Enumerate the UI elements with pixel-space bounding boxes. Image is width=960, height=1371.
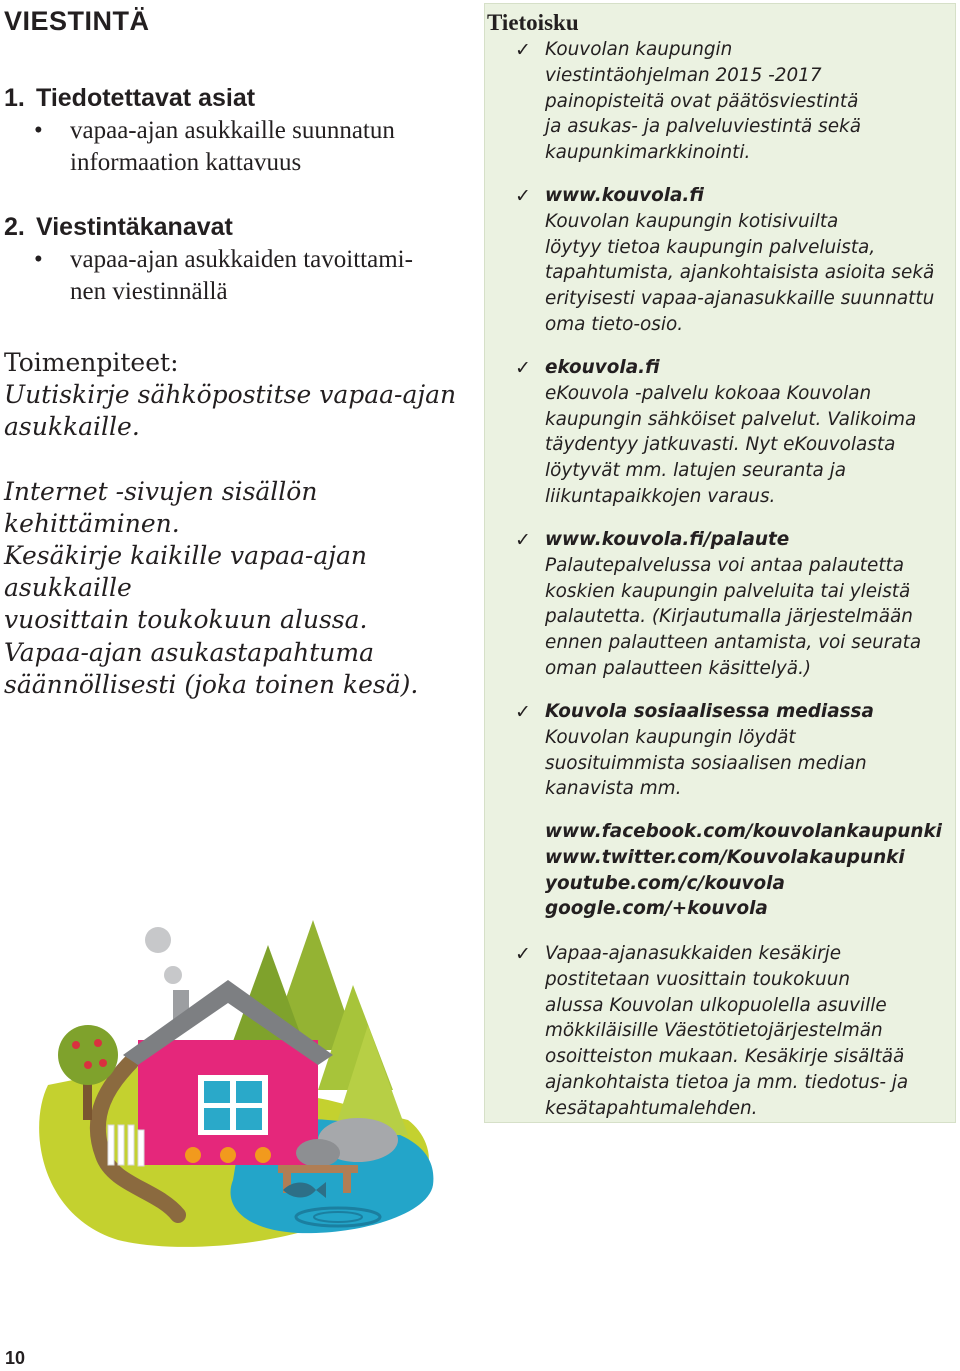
bullet-item [30,244,470,308]
info-line: täydentyy jatkuvasti. Nyt eKouvolasta [545,434,896,456]
smoke [164,966,182,984]
bullet-line: nen viestinnällä [70,278,228,305]
section-number: 1. [4,84,25,112]
info-line: Kouvolan kaupungin [545,39,733,60]
info-box [484,3,956,1123]
info-line: kesätapahtumalehden. [545,1097,758,1119]
measure-paragraph [4,637,474,701]
section-heading-text: Viestintäkanavat [36,213,233,241]
info-item-text [545,37,953,166]
measure-paragraph [4,476,474,540]
bullet-symbol: • [34,246,43,273]
info-line: kaupunkimarkkinointi. [545,142,751,164]
apple-tree-crown [58,1025,118,1085]
info-line: osoitteiston mukaan. Kesäkirje sisältää [545,1046,905,1068]
check-icon: ✓ [515,185,531,207]
cottage-illustration [28,915,448,1255]
page-number: 10 [5,1348,26,1368]
measure-line: Uutiskirje sähköpostitse vapaa-ajan [4,380,457,409]
check-icon: ✓ [515,943,531,965]
info-line: liikuntapaikkojen varaus. [545,485,776,507]
measure-line: säännöllisesti (joka toinen kesä). [4,670,419,699]
info-line: ennen palautteen antamista, voi seurata [545,632,922,654]
bullet-line: vapaa-ajan asukkaiden tavoittami- [70,246,413,273]
info-line: löytyy tietoa kaupungin palveluista, [545,236,876,258]
info-item-text [545,355,953,510]
measure-line: Kesäkirje kaikille vapaa-ajan asukkaille [4,541,368,602]
measure-line: Vapaa-ajan asukastapahtuma [4,638,374,667]
rock [296,1139,340,1167]
youtube-link[interactable]: youtube.com/c/kouvola [545,872,785,894]
info-line: suosituimmista sosiaalisen median [545,752,867,774]
info-line: painopisteitä ovat päätösviestintä [545,90,859,112]
bullet-symbol: • [34,117,43,144]
info-item-heading: Kouvola sosiaalisessa mediassa [545,701,874,722]
info-item-link[interactable]: ekouvola.fi [545,357,660,378]
info-line: tapahtumista, ajankohtaisista asioita sekä [545,262,935,284]
check-icon: ✓ [515,39,531,61]
info-line: oma tieto-osio. [545,313,684,335]
info-line: postitetaan vuosittain toukokuun [545,968,851,990]
info-line: alussa Kouvolan ulkopuolella asuville [545,994,887,1016]
measure-line: vuosittain toukokuun alussa. [4,605,368,634]
info-line: löytyvät mm. latujen seuranta ja [545,460,846,482]
info-item-text [545,527,953,682]
flowers [185,1147,271,1163]
info-line: oman palautteen käsittelyä.) [545,657,812,679]
info-line: Vapaa-ajanasukkaiden kesäkirje [545,943,842,964]
measure-line: Internet -sivujen sisällön kehittäminen. [4,477,318,538]
info-item-text [545,941,953,1122]
page-title: VIESTINTÄ [4,6,150,36]
google-link[interactable]: google.com/+kouvola [545,898,768,920]
info-line: Kouvolan kaupungin löydät [545,726,796,748]
info-line: eKouvola -palvelu kokoaa Kouvolan [545,382,872,404]
section-heading-text: Tiedotettavat asiat [36,84,256,112]
info-line: kanavista mm. [545,778,682,800]
info-item-text [545,183,953,338]
measure-paragraph [4,540,474,636]
section-heading-1 [4,84,255,113]
info-line: koskien kaupungin palveluita tai yleistä [545,580,911,602]
info-line: mökkiläisille Väestötietojärjestelmän [545,1020,883,1042]
info-item-link[interactable]: www.kouvola.fi [545,185,704,206]
bullet-item [30,115,470,179]
social-links [545,819,953,922]
measures-heading: Toimenpiteet: [4,348,179,377]
info-line: ja asukas- ja palveluviestintä sekä [545,116,861,138]
info-line: ajankohtaista tietoa ja mm. tiedotus- ja [545,1071,909,1093]
smoke [145,927,171,953]
measure-paragraph [4,379,474,443]
facebook-link[interactable]: www.facebook.com/kouvolankaupunki [545,821,942,842]
check-icon: ✓ [515,529,531,551]
info-line: erityisesti vapaa-ajanasukkaille suunnattu [545,288,935,310]
info-item-text [545,699,953,802]
measure-line: asukkaille. [4,412,140,441]
section-number: 2. [4,213,25,241]
section-heading-2 [4,213,233,242]
check-icon: ✓ [515,357,531,379]
info-line: palautetta. (Kirjautumalla järjestelmään [545,606,913,628]
twitter-link[interactable]: www.twitter.com/Kouvolakaupunki [545,846,905,868]
info-box-title: Tietoisku [487,10,579,35]
info-line: Palautepalvelussa voi antaa palautetta [545,554,905,576]
info-line: Kouvolan kaupungin kotisivuilta [545,210,839,232]
info-line: kaupungin sähköiset palvelut. Valikoima [545,408,917,430]
bullet-line: informaation kattavuus [70,149,302,176]
check-icon: ✓ [515,701,531,723]
info-item-link[interactable]: www.kouvola.fi/palaute [545,529,790,550]
bullet-line: vapaa-ajan asukkaille suunnatun [70,117,395,144]
info-line: viestintäohjelman 2015 -2017 [545,64,822,86]
